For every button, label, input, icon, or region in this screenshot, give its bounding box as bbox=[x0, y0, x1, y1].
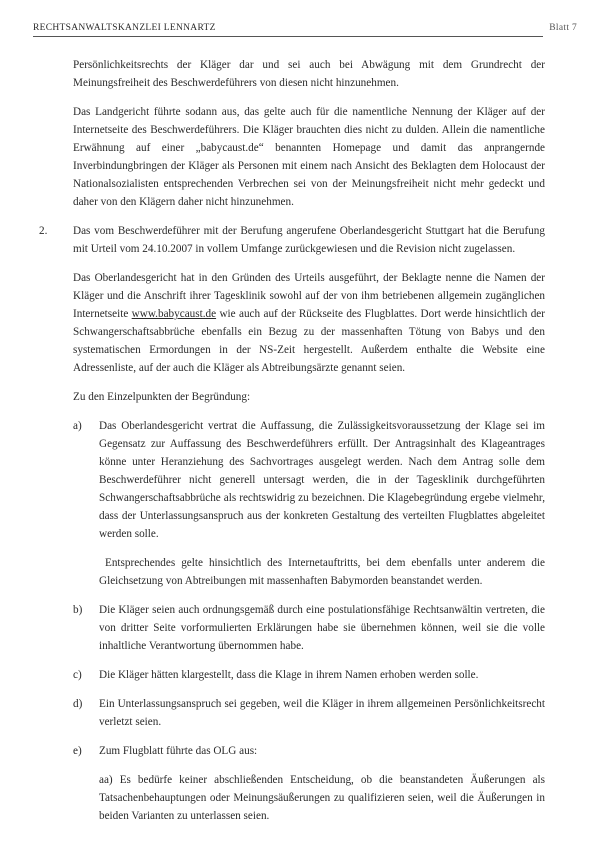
paragraph-2: Das Landgericht führte sodann aus, das gelte auch für die namentliche Nennung der Kläger auf der Internetseite des Beschwerdeführers. Die Kläger brauchten dies nicht zu dulden. Allein die namentliche Erwähnung auf einer „babycaust.de“ benannten Homepage und damit das anprangernde Inverbindungbringen der Kläger als Personen mit einem nach Ansicht des Beklagten dem Holocaust der Nationalsozialisten entsprechenden Verbrechen sei von der Meinungsfreiheit nicht mehr gedeckt und daher von den Klägern daher nicht hinzunehmen. bbox=[73, 106, 545, 208]
section-2-text: Das vom Beschwerdeführer mit der Berufung angerufene Oberlandesgericht Stuttgart hat die Berufung mit Urteil vom 24.10.2007 in vollem Umfange zurückgewiesen und die Revision nicht zugelassen. bbox=[73, 225, 545, 255]
list-marker: d) bbox=[73, 698, 83, 710]
list-item-a-continuation: Entsprechendes gelte hinsichtlich des Internetauftritts, bei dem ebenfalls unter anderem die Gleichsetzung von Abtreibungen mit massenhaften Babymorden beanstandet werden. bbox=[99, 557, 545, 587]
paragraph-3-after: wie auch auf der Rückseite des Flugblattes. Dort werde hinsichtlich der Schwangerschaftsabbrüche ebenfalls ein Bezug zu der massenhaften Tötung von Babys und den systematischen Ermordungen in der NS-Zeit hergestellt. Außerdem enthalte die Website eine Adressenliste, auf der auch die Kläger als Abtreibungsärzte genannt seien. bbox=[73, 308, 545, 374]
paragraph-3 bbox=[73, 269, 545, 377]
list-marker: a) bbox=[73, 420, 82, 432]
list-item-b bbox=[73, 601, 545, 655]
list-marker: e) bbox=[73, 745, 82, 757]
list-item-text: Ein Unterlassungsanspruch sei gegeben, weil die Kläger in ihrem allgemeinen Persönlichkeitsrecht verletzt seien. bbox=[99, 698, 545, 728]
page-number: Blatt 7 bbox=[549, 23, 577, 33]
list-item-e bbox=[73, 742, 545, 760]
paragraph-3-before: Das Oberlandesgericht hat in den Gründen des Urteils ausgeführt, der Beklagte nenne die Namen der Kläger und die Anschrift ihrer Tagesklinik sowohl auf der von ihm betriebenen allgemein zugänglichen Internetseite bbox=[73, 272, 545, 320]
list-item-text: Die Kläger hätten klargestellt, dass die Klage in ihrem Namen erhoben werden solle. bbox=[99, 669, 479, 681]
list-item-a bbox=[73, 417, 545, 543]
list-marker: b) bbox=[73, 604, 83, 616]
website-link[interactable]: www.babycaust.de bbox=[131, 308, 217, 320]
page-header bbox=[33, 20, 577, 37]
paragraph-4: Zu den Einzelpunkten der Begründung: bbox=[73, 391, 251, 403]
list-item-text: Zum Flugblatt führte das OLG aus: bbox=[99, 745, 258, 757]
list-marker: c) bbox=[73, 669, 82, 681]
list-item-text: Die Kläger seien auch ordnungsgemäß durch eine postulationsfähige Rechtsanwältin vertreten, die von dritter Seite vorformulierten Erklärungen habe sie übernehmen können, weil sie die volle inhaltliche Verantwortung übernommen habe. bbox=[99, 604, 545, 652]
list-item-c bbox=[73, 666, 545, 684]
paragraph-1: Persönlichkeitsrechts der Kläger dar und sei auch bei Abwägung mit dem Grundrecht der Meinungsfreiheit des Beschwerdeführers von diesen nicht hinzunehmen. bbox=[73, 59, 545, 89]
list-item-d bbox=[73, 695, 545, 731]
document-body bbox=[39, 56, 545, 836]
list-item-text: Das Oberlandesgericht vertrat die Auffassung, die Zulässigkeitsvoraussetzung der Klage sei im Gegensatz zur Auffassung des Beschwerdeführers erfüllt. Der Antragsinhalt des Klageantrages könne unter Heranziehung des Sachvortrages ausgelegt werden. Nach dem Antrag solle dem Beschwerdeführer nicht generell untersagt werden, die in der Tagesklinik durchgeführten Schwangerschaftsabbrüche als rechtswidrig zu bezeichnen. Die Klagebegründung ergebe vielmehr, dass der Unterlassungsanspruch aus der konkreten Gestaltung des verteilten Flugblattes abgeleitet werden solle. bbox=[99, 420, 545, 540]
section-2 bbox=[39, 222, 545, 258]
firm-name: RECHTSANWALTSKANZLEI LENNARTZ bbox=[33, 23, 216, 33]
sub-item-aa: aa) Es bedürfe keiner abschließenden Entscheidung, ob die beanstandeten Äußerungen als Tatsachenbehauptungen oder Meinungsäußerungen zu qualifizieren seien, weil die Äußerungen in beiden Varianten zu unterlassen seien. bbox=[99, 774, 545, 822]
section-2-number: 2. bbox=[39, 225, 48, 237]
